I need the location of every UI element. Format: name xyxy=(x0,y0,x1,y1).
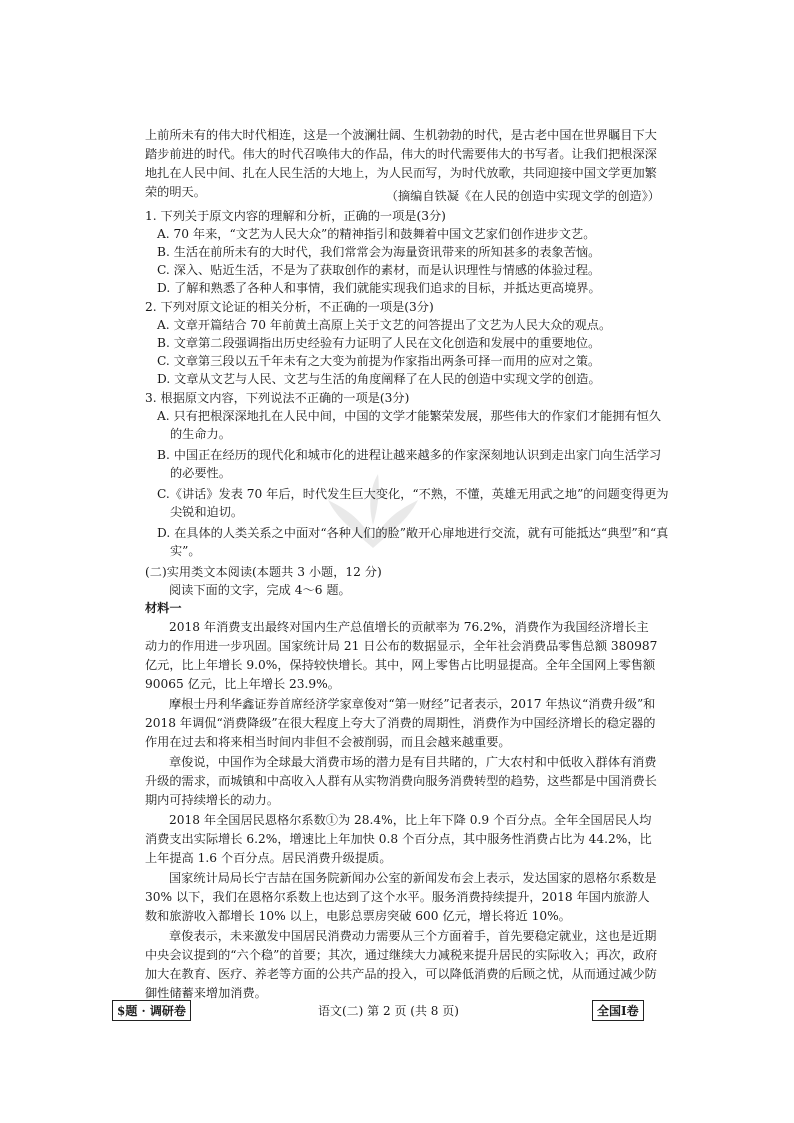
question-1-option-b: B. 生活在前所未有的大时代，我们常常会为海量资讯带来的所知甚多的表象苦恼。 xyxy=(157,245,601,259)
footer-left-label: $题 · 调研卷 xyxy=(112,1000,191,1021)
question-3-stem: 3. 根据原文内容，下列说法不正确的一项是(3分) xyxy=(145,391,410,405)
material-paragraph-6: 章俊表示，未来激发中国居民消费动力需要从三个方面着手，首先要稳定就业，这也是近期中央会议提到的“六个稳”的首要；其次，通过继续大力减税来提升居民的实际收入；再次，政府加大在教育、医疗、养老等方面的公共产品的投入，可以降低消费的后顾之忧，从而通过减少防御性储蓄来增加消费。 xyxy=(145,929,658,1000)
question-1-option-a: A. 70 年来，“文艺为人民大众”的精神指引和鼓舞着中国文艺家们创作进步文艺。 xyxy=(157,227,596,241)
question-2-option-d: D. 文章从文艺与人民、文艺与生活的角度阐释了在人民的创造中实现文学的创造。 xyxy=(157,372,601,386)
question-1-stem: 1. 下列关于原文内容的理解和分析，正确的一项是(3分) xyxy=(145,209,446,223)
question-1-option-c: C. 深入、贴近生活，不是为了获取创作的素材，而是认识理性与情感的体验过程。 xyxy=(157,263,601,277)
question-2-option-c: C. 文章第三段以五千年未有之大变为前提为作家指出两条可择一而用的应对之策。 xyxy=(157,354,601,368)
material-label: 材料一 xyxy=(145,601,182,615)
intro-paragraph: 上前所未有的伟大时代相连，这是一个波澜壮阔、生机勃勃的时代，是古老中国在世界瞩目下大踏步前进的时代。伟大的时代召唤伟大的作品，伟大的时代需要伟大的书写者。让我们把根深深地扎在人民中间、扎在人民生活的大地上，为人民而写，为时代放歌，共同迎接中国文学更加繁荣的明天。 xyxy=(145,128,657,199)
question-3-option-d: D. 在具体的人类关系之中面对“各种人们的脸”敞开心扉地进行交流，就有可能抵达“典型”和“真实”。 xyxy=(157,526,669,558)
section-instruction: 阅读下面的文字，完成 4～6 题。 xyxy=(169,583,351,597)
question-2-option-b: B. 文章第二段强调指出历史经验有力证明了人民在文化创造和发展中的重要地位。 xyxy=(157,336,601,350)
question-3-option-c: C.《讲话》发表 70 年后，时代发生巨大变化，“不熟，不懂，英雄无用武之地”的问题变得更为尖锐和迫切。 xyxy=(157,487,669,519)
footer-page-number: 语文(二) 第 2 页 (共 8 页) xyxy=(318,1004,459,1018)
question-2-stem: 2. 下列对原文论证的相关分析，不正确的一项是(3分) xyxy=(145,300,434,314)
question-1-option-d: D. 了解和熟悉了各种人和事情，我们就能实现我们追求的目标，并抵达更高境界。 xyxy=(157,281,601,295)
section-header: (二)实用类文本阅读(本题共 3 小题，12 分) xyxy=(145,565,382,579)
material-paragraph-2: 摩根士丹利华鑫证券首席经济学家章俊对“第一财经”记者表示，2017 年热议“消费升级”和 2018 年调侃“消费降级”在很大程度上夸大了消费的周期性，消费作为中国经济增长的稳定器的作用在过去和将来相当时间内非但不会被削弱，而且会越来越重要。 xyxy=(145,697,656,749)
footer-exam-label: 全国Ⅰ卷 xyxy=(592,1000,644,1021)
source-attribution: （摘编自铁凝《在人民的创造中实现文学的创造》） xyxy=(385,189,660,203)
material-paragraph-1: 2018 年消费支出最终对国内生产总值增长的贡献率为 76.2%，消费作为我国经济增长主动力的作用进一步巩固。国家统计局 21 日公布的数据显示，全年社会消费品零售总额 380987 亿元，比上年增长 9.0%，保持较快增长。其中，网上零售占比明显提高。全年全国网上零售额 90065 亿元，比上年增长 23.9%。 xyxy=(145,620,658,691)
question-2-option-a: A. 文章开篇结合 70 年前黄土高原上关于文艺的问答提出了文艺为人民大众的观点。 xyxy=(157,318,612,332)
material-paragraph-3: 章俊说，中国作为全球最大消费市场的潜力是有目共睹的，广大农村和中低收入群体有消费升级的需求，而城镇和中高收入人群有从实物消费向服务消费转型的趋势，这些都是中国消费长期内可持续增长的动力。 xyxy=(145,755,657,807)
material-paragraph-5: 国家统计局局长宁吉喆在国务院新闻办公室的新闻发布会上表示，发达国家的恩格尔系数是 30% 以下，我们在恩格尔系数上也达到了这个水平。服务消费持续提升，2018 年国内旅游人数和旅游收入都增长 10% 以上，电影总票房突破 600 亿元，增长将近 10%。 xyxy=(145,871,657,923)
question-3-option-a: A. 只有把根深深地扎在人民中间，中国的文学才能繁荣发展，那些伟大的作家们才能拥有恒久的生命力。 xyxy=(157,409,662,441)
material-paragraph-4: 2018 年全国居民恩格尔系数①为 28.4%，比上年下降 0.9 个百分点。全年全国居民人均消费支出实际增长 6.2%，增速比上年加快 0.8 个百分点，其中服务性消费占比为 44.2%，比上年提高 1.6 个百分点。居民消费升级提质。 xyxy=(145,813,652,865)
question-3-option-b: B. 中国正在经历的现代化和城市化的进程让越来越多的作家深刻地认识到走出家门向生活学习的必要性。 xyxy=(157,448,662,480)
